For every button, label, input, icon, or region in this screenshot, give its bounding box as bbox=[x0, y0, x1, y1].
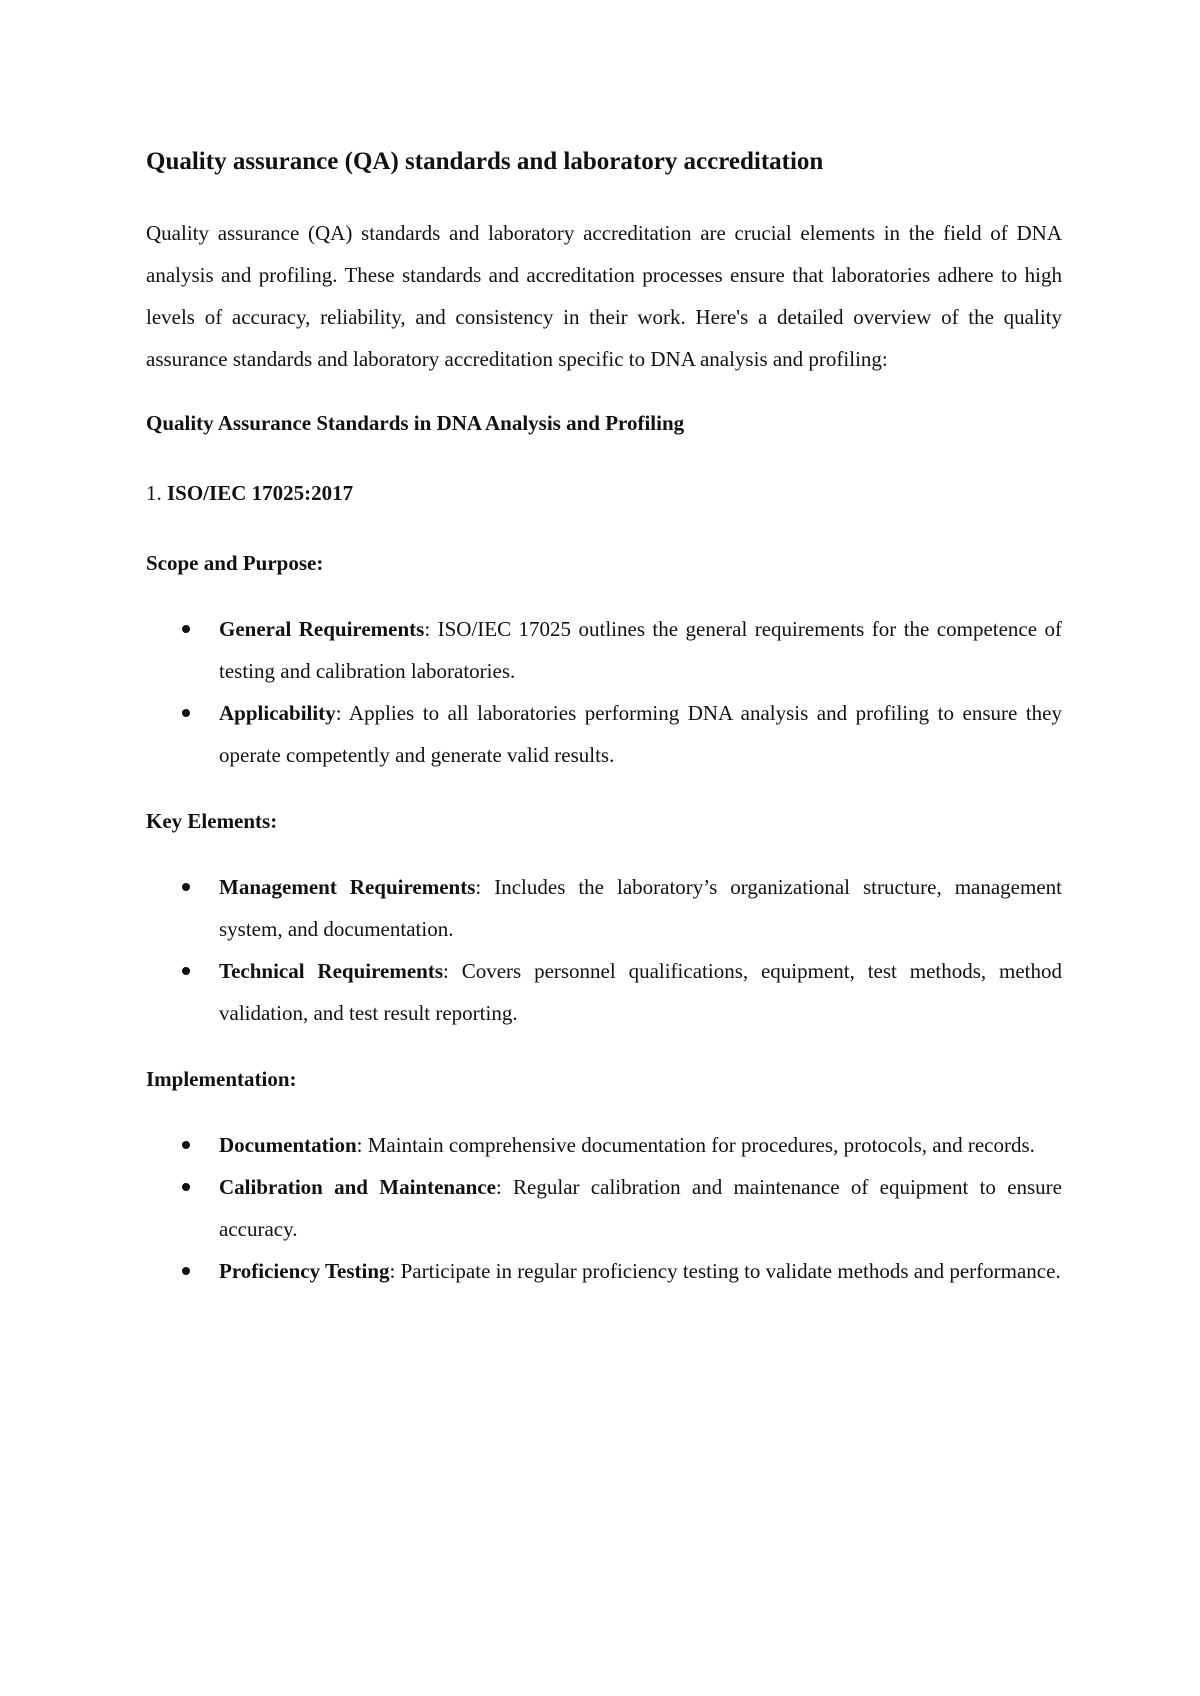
implementation-heading: Implementation: bbox=[146, 1067, 297, 1091]
list-item bbox=[146, 608, 1062, 692]
item-text: : Includes the laboratory’s organizational structure, management system, and documentation. bbox=[219, 875, 1062, 941]
item-term: Documentation bbox=[219, 1133, 357, 1157]
intro-paragraph: Quality assurance (QA) standards and laboratory accreditation are crucial elements in the field of DNA analysis and profiling. These standards and accreditation processes ensure that laboratories adhere to high levels of accuracy, reliability, and consistency in their work. Here's a detailed overview of the quality assurance standards and laboratory accreditation specific to DNA analysis and profiling: bbox=[146, 221, 1062, 371]
item-term: Technical Requirements bbox=[219, 959, 444, 983]
item-text: : Maintain comprehensive documentation for procedures, protocols, and records. bbox=[356, 1133, 1035, 1157]
bullet-icon bbox=[182, 967, 190, 975]
bullet-icon bbox=[182, 1267, 190, 1275]
key-elements-heading: Key Elements: bbox=[146, 809, 278, 833]
list-item bbox=[146, 1250, 1062, 1292]
key-elements-list bbox=[146, 866, 1062, 1034]
list-item bbox=[146, 1124, 1062, 1166]
item-text: : Participate in regular proficiency testing to validate methods and performance. bbox=[389, 1259, 1061, 1283]
scope-heading: Scope and Purpose: bbox=[146, 551, 324, 575]
item-term: Management Requirements bbox=[219, 875, 476, 899]
bullet-icon bbox=[182, 625, 190, 633]
item-term: Proficiency Testing bbox=[219, 1259, 390, 1283]
bullet-icon bbox=[182, 1141, 190, 1149]
standard-item bbox=[146, 472, 1062, 514]
standard-name: ISO/IEC 17025:2017 bbox=[167, 481, 354, 505]
document-page bbox=[146, 142, 1062, 1316]
list-item bbox=[146, 1166, 1062, 1250]
item-text: : ISO/IEC 17025 outlines the general requirements for the competence of testing and calibration laboratories. bbox=[219, 617, 1063, 683]
item-term: General Requirements bbox=[219, 617, 425, 641]
list-item bbox=[146, 692, 1062, 776]
list-item bbox=[146, 950, 1062, 1034]
item-text: : Regular calibration and maintenance of equipment to ensure accuracy. bbox=[219, 1175, 1062, 1241]
implementation-list bbox=[146, 1124, 1062, 1292]
item-text: : Covers personnel qualifications, equipment, test methods, method validation, and test result reporting. bbox=[219, 959, 1062, 1025]
document-title: Quality assurance (QA) standards and laboratory accreditation bbox=[146, 148, 824, 175]
section-heading: Quality Assurance Standards in DNA Analysis and Profiling bbox=[146, 411, 685, 435]
scope-list bbox=[146, 608, 1062, 776]
item-text: : Applies to all laboratories performing DNA analysis and profiling to ensure they operate competently and generate valid results. bbox=[219, 701, 1062, 767]
bullet-icon bbox=[182, 1183, 190, 1191]
item-term: Calibration and Maintenance bbox=[219, 1175, 496, 1199]
item-term: Applicability bbox=[219, 701, 336, 725]
bullet-icon bbox=[182, 709, 190, 717]
list-item bbox=[146, 866, 1062, 950]
bullet-icon bbox=[182, 883, 190, 891]
standard-number: 1. bbox=[146, 481, 162, 505]
